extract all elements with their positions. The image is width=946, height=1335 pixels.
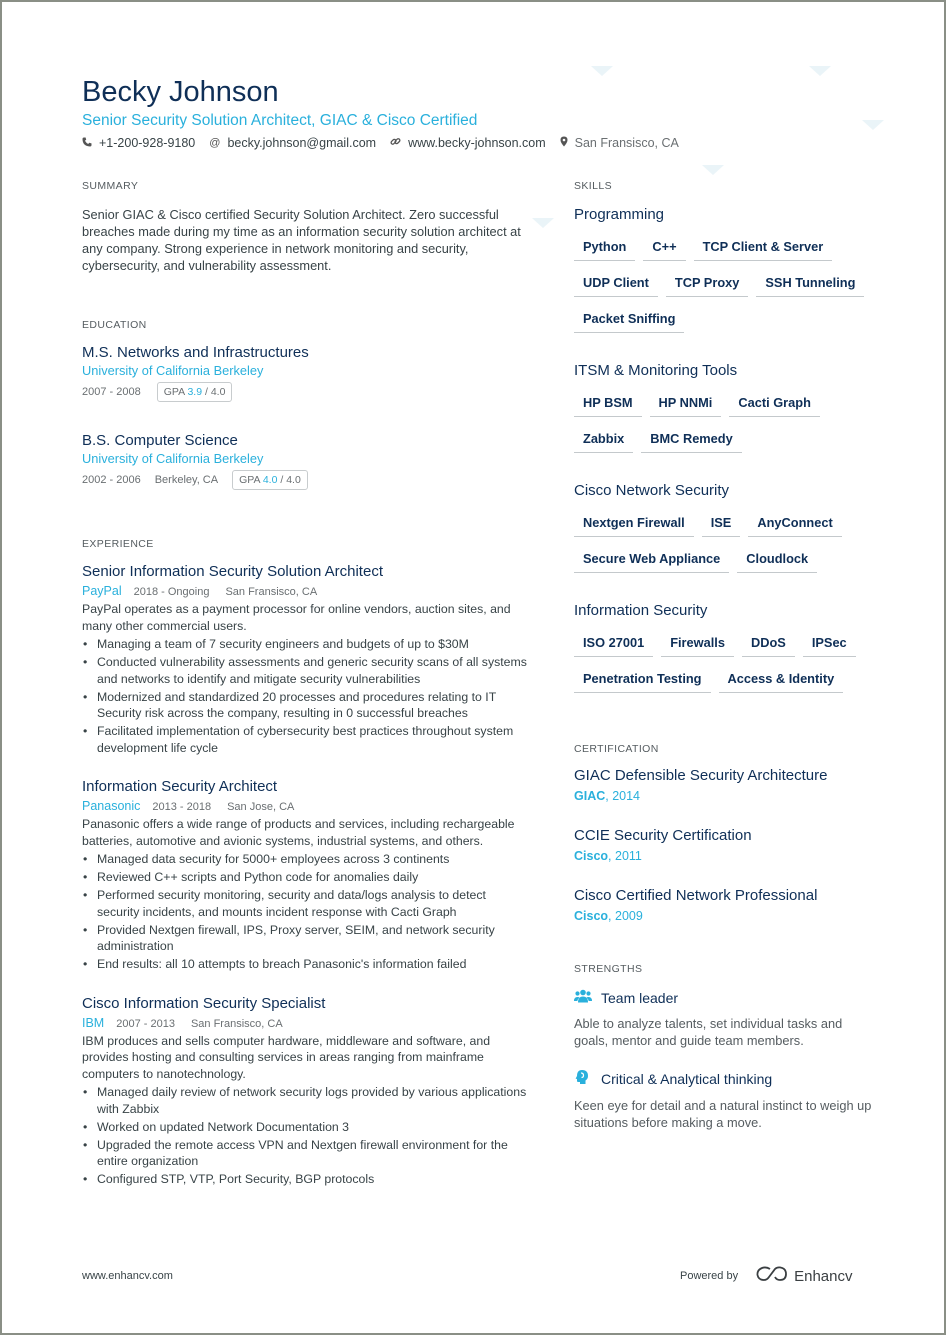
achievement-list — [82, 851, 527, 973]
skill-group-title: Programming — [574, 206, 665, 223]
gpa-max: 4.0 — [286, 474, 301, 486]
skill-group — [574, 362, 874, 465]
skill-tag: Nextgen Firewall — [574, 513, 694, 537]
experience-section — [82, 538, 527, 1188]
strength-description: Keen eye for detail and a natural instinct to weigh up situations before making a move. — [574, 1098, 872, 1130]
skill-tag: Zabbix — [574, 429, 633, 453]
skill-group-title: ITSM & Monitoring Tools — [574, 362, 738, 379]
achievement-item: • Modernized and standardized 20 processes and procedures relating to IT Security risk across the company, resulting in 0 successful breaches — [82, 689, 527, 722]
education-meta — [82, 470, 527, 490]
gpa-separator: / — [280, 474, 284, 486]
achievement-item: • Managed daily review of network security logs provided by various applications with Zabbix — [82, 1084, 527, 1117]
certification-year: 2014 — [612, 789, 641, 803]
experience-heading: EXPERIENCE — [82, 538, 154, 550]
job-location: San Fransisco, CA — [190, 1017, 283, 1030]
job-meta — [82, 799, 527, 813]
achievement-item: • Provided Nextgen firewall, IPS, Proxy server, SEIM, and network security administration — [82, 922, 527, 955]
job-meta — [82, 1016, 527, 1030]
achievement-item: • Worked on updated Network Documentation 3 — [82, 1119, 527, 1136]
summary-heading: SUMMARY — [82, 180, 139, 192]
candidate-name: Becky Johnson — [82, 76, 279, 108]
skill-tag: Cloudlock — [737, 549, 817, 573]
skill-tag: Penetration Testing — [574, 669, 711, 693]
strength-description: Able to analyze talents, set individual tasks and goals, mentor and guide team members. — [574, 1016, 843, 1048]
skills-heading: SKILLS — [574, 180, 613, 192]
decorative-triangle — [809, 66, 831, 76]
job-meta — [82, 584, 527, 598]
decorative-triangle — [702, 165, 724, 175]
achievement-item: • Conducted vulnerability assessments and generic security scans of all systems and networks to identify and mitigate security vulnerabilities — [82, 654, 527, 687]
skill-tag: Cacti Graph — [729, 393, 820, 417]
strength-title: Critical & Analytical thinking — [601, 1071, 773, 1087]
summary-text: Senior GIAC & Cisco certified Security Solution Architect. Zero successful breaches made during my time as an information security solution architect at any company. Strong experience in network monitoring and security, cybersecurity, and vulnerability assessment. — [82, 207, 521, 273]
skill-tag: Secure Web Appliance — [574, 549, 729, 573]
skill-tag: BMC Remedy — [641, 429, 742, 453]
skill-tag: ISO 27001 — [574, 633, 653, 657]
job-location: San Fransisco, CA — [225, 586, 318, 598]
enhancv-logo-icon — [756, 1266, 788, 1286]
certification-entry — [574, 887, 874, 923]
link-icon — [390, 136, 401, 150]
brain-icon — [574, 1069, 592, 1089]
achievement-item: • Managing a team of 7 security engineers and budgets of up to $30M — [82, 636, 527, 653]
location-pin-icon — [560, 136, 568, 150]
achievement-item: • Upgraded the remote access VPN and Nextgen firewall environment for the entire organization — [82, 1137, 527, 1170]
achievement-list — [82, 636, 527, 756]
skill-group — [574, 206, 874, 345]
email-text: becky.johnson@gmail.com — [227, 136, 377, 150]
decorative-triangle — [532, 218, 554, 228]
certification-issuer: Cisco — [574, 909, 609, 923]
achievement-item: • End results: all 10 attempts to breach Panasonic's information failed — [82, 956, 527, 973]
company-name[interactable]: Panasonic — [82, 799, 141, 813]
skill-tag: Access & Identity — [719, 669, 844, 693]
strength-header — [574, 989, 874, 1007]
education-entry — [82, 344, 527, 402]
skill-tag-list — [574, 237, 874, 345]
enhancv-brand-link[interactable] — [756, 1266, 852, 1286]
skill-tag: DDoS — [742, 633, 795, 657]
right-column — [574, 180, 874, 1131]
job-entry — [82, 563, 527, 756]
footer-branding — [680, 1266, 852, 1286]
job-title: Cisco Information Security Specialist — [82, 994, 326, 1012]
at-icon: @ — [209, 137, 221, 149]
skill-tag: UDP Client — [574, 273, 658, 297]
contact-email[interactable] — [209, 136, 376, 150]
phone-text: +1-200-928-9180 — [99, 136, 196, 150]
gpa-max: 4.0 — [210, 386, 226, 398]
certification-heading: CERTIFICATION — [574, 743, 659, 755]
job-entry — [82, 778, 527, 973]
certification-entry — [574, 767, 874, 803]
education-dates: 2007 - 2008 — [82, 386, 141, 398]
decorative-triangle — [862, 120, 884, 130]
skill-tag: Packet Sniffing — [574, 309, 684, 333]
skill-tag: HP BSM — [574, 393, 642, 417]
team-icon — [574, 989, 592, 1007]
achievement-item: • Configured STP, VTP, Port Security, BGP protocols — [82, 1171, 527, 1188]
skill-tag: ISE — [702, 513, 741, 537]
company-name[interactable]: PayPal — [82, 584, 122, 598]
certification-meta: GIAC, 2014 — [574, 789, 641, 803]
school-name[interactable]: University of California Berkeley — [82, 363, 264, 378]
skill-tag: TCP Client & Server — [694, 237, 833, 261]
gpa-label: GPA — [163, 386, 185, 398]
job-entry — [82, 995, 527, 1188]
skill-tag-list — [574, 393, 874, 465]
certification-name: CCIE Security Certification — [574, 827, 752, 844]
company-description: IBM produces and sells computer hardware, middleware and software, and provides hosting and consulting services in areas ranging from mainframe computers to nanotechnology. — [82, 1033, 491, 1081]
achievement-item: • Performed security monitoring, security and data/logs analysis to detect security incidents, and mounts incident response with Cacti Graph — [82, 887, 527, 920]
certification-year: 2009 — [615, 909, 643, 923]
gpa-value: 3.9 — [187, 386, 203, 398]
skill-tag: AnyConnect — [748, 513, 841, 537]
job-title: Senior Information Security Solution Architect — [82, 563, 383, 580]
powered-by-label: Powered by — [680, 1270, 739, 1282]
gpa-separator: / — [205, 386, 208, 398]
footer-website[interactable]: www.enhancv.com — [82, 1270, 173, 1282]
certification-year: 2011 — [615, 849, 642, 863]
phone-icon — [82, 137, 92, 150]
certification-meta: Cisco, 2009 — [574, 909, 643, 923]
school-name[interactable]: University of California Berkeley — [82, 451, 264, 466]
summary-section — [82, 180, 527, 274]
website-text: www.becky-johnson.com — [408, 136, 546, 150]
company-description: Panasonic offers a wide range of products and services, including rechargeable batteries, automotive and avionic systems, industrial systems, and others. — [82, 817, 515, 848]
certification-name: Cisco Certified Network Professional — [574, 887, 818, 904]
gpa-label: GPA — [239, 474, 260, 486]
job-dates: 2013 - 2018 — [152, 801, 212, 813]
skill-tag-list — [574, 513, 874, 585]
contact-website[interactable] — [390, 136, 546, 150]
contact-bar — [82, 136, 693, 150]
job-title: Information Security Architect — [82, 778, 278, 795]
skill-tag: Firewalls — [661, 633, 734, 657]
education-meta — [82, 382, 527, 402]
skill-tag: Python — [574, 237, 635, 261]
education-section — [82, 319, 527, 490]
skill-tag: C++ — [643, 237, 685, 261]
strength-entry — [574, 989, 874, 1049]
education-dates: 2002 - 2006 — [82, 474, 141, 486]
certification-name: GIAC Defensible Security Architecture — [574, 767, 828, 784]
achievement-item: • Managed data security for 5000+ employees across 3 continents — [82, 851, 527, 868]
strength-title: Team leader — [601, 990, 679, 1006]
strengths-section — [574, 963, 874, 1131]
job-dates: 2007 - 2013 — [116, 1017, 175, 1030]
certification-issuer: Cisco — [574, 849, 609, 863]
gpa-badge — [232, 470, 308, 490]
achievement-item: • Reviewed C++ scripts and Python code for anomalies daily — [82, 869, 527, 886]
skill-tag: HP NNMi — [650, 393, 722, 417]
achievement-list — [82, 1084, 527, 1188]
education-entry — [82, 432, 527, 490]
company-name[interactable]: IBM — [82, 1015, 105, 1030]
achievement-item: • Facilitated implementation of cybersecurity best practices throughout system development life cycle — [82, 723, 527, 756]
decorative-triangle — [591, 66, 613, 76]
skill-tag-list — [574, 633, 874, 705]
skill-tag: SSH Tunneling — [756, 273, 864, 297]
education-location: Berkeley, CA — [154, 474, 219, 486]
contact-location — [560, 136, 679, 150]
gpa-badge — [157, 382, 233, 402]
candidate-title: Senior Security Solution Architect, GIAC & Cisco Certified — [82, 112, 478, 129]
enhancv-brand-name: Enhancv — [794, 1267, 853, 1285]
contact-phone[interactable] — [82, 136, 195, 150]
job-dates: 2018 - Ongoing — [133, 586, 210, 598]
certification-section — [574, 743, 874, 923]
certification-issuer: GIAC — [574, 789, 606, 803]
strengths-heading: STRENGTHS — [574, 963, 643, 975]
skill-tag: IPSec — [803, 633, 856, 657]
degree-title: B.S. Computer Science — [82, 432, 238, 449]
location-text: San Fransisco, CA — [574, 136, 679, 150]
gpa-value: 4.0 — [262, 474, 278, 486]
skill-group-title: Cisco Network Security — [574, 482, 730, 499]
degree-title: M.S. Networks and Infrastructures — [82, 344, 309, 361]
skill-group — [574, 482, 874, 585]
skill-group-title: Information Security — [574, 602, 708, 619]
company-description: PayPal operates as a payment processor for online vendors, auction sites, and many other commercial users. — [82, 602, 511, 633]
skill-group — [574, 602, 874, 705]
skills-section — [574, 180, 874, 705]
left-column — [82, 180, 527, 1189]
skill-tag: TCP Proxy — [666, 273, 748, 297]
job-location: San Jose, CA — [227, 801, 295, 813]
strength-header — [574, 1069, 874, 1089]
strength-entry — [574, 1069, 874, 1131]
education-heading: EDUCATION — [82, 319, 147, 331]
certification-entry — [574, 827, 874, 863]
certification-meta: Cisco, 2011 — [574, 849, 642, 863]
